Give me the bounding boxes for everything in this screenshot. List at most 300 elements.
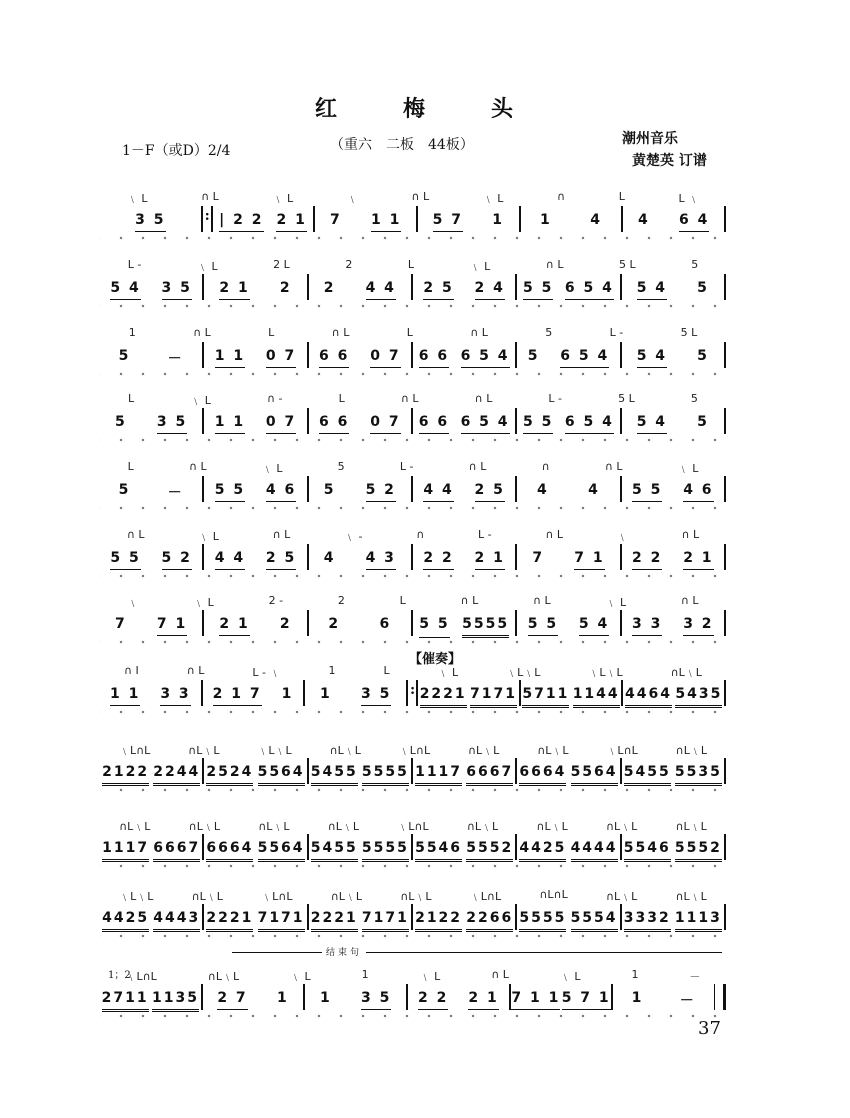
beat: 5 5 xyxy=(528,616,558,636)
beat: 1 xyxy=(319,686,332,702)
ornament-mark: ∩ L xyxy=(460,594,479,607)
ornament-mark: ∩ L xyxy=(411,190,430,203)
octave-dots xyxy=(100,236,726,240)
ornament-mark: ∩ L xyxy=(201,190,219,203)
octave-dots xyxy=(100,372,726,376)
ornament-mark: ﹨ L xyxy=(190,394,211,407)
barline xyxy=(724,758,726,784)
beat: 5 xyxy=(118,348,131,364)
beat: 0 7 xyxy=(266,348,296,368)
beat: 2 5 xyxy=(423,280,453,300)
measure xyxy=(309,414,411,434)
beat: 5455 xyxy=(311,764,358,786)
ornament-mark: ∩ L xyxy=(468,460,487,473)
beat: 3 5 xyxy=(361,686,391,706)
ornament-mark: ∩L﹨L xyxy=(605,890,638,903)
beat: 2 1 xyxy=(468,990,498,1010)
beat: 7 xyxy=(532,550,545,566)
beat: 5 xyxy=(115,414,127,430)
ornament-mark: ﹨ L xyxy=(482,192,504,205)
beat: 4443 xyxy=(153,910,200,932)
ornament-mark: ∩L﹨L xyxy=(675,820,707,833)
measure xyxy=(204,840,306,862)
ornament-mark: ﹨ L xyxy=(559,970,581,983)
ornament-mark: ﹨ xyxy=(616,530,628,543)
beat: 5455 xyxy=(624,764,671,786)
measure xyxy=(418,686,519,708)
beat: 7 1 1 xyxy=(511,990,560,1010)
ornament-mark: 5 L xyxy=(680,326,698,339)
ornament-mark: ∩L﹨L xyxy=(536,820,568,833)
beat: 3 3 xyxy=(160,686,190,706)
beat: 4 xyxy=(638,212,650,228)
measure xyxy=(517,764,619,786)
beat: 1117 xyxy=(415,764,462,786)
beat: 1 1 xyxy=(110,686,140,706)
beat: 2 1 xyxy=(219,616,249,636)
ornament-mark: － xyxy=(689,970,701,983)
ornament-mark: ∩L∩L xyxy=(539,888,568,901)
barline xyxy=(724,904,726,930)
ornament-row xyxy=(100,888,726,904)
measure xyxy=(100,482,202,505)
measure xyxy=(517,910,619,932)
ornament-mark: ∩L﹨L xyxy=(258,820,290,833)
beat: 3 5 xyxy=(157,414,187,434)
beat: 5552 xyxy=(466,840,513,862)
beat: 2 1 xyxy=(219,280,249,300)
measure xyxy=(100,414,202,434)
barline xyxy=(724,544,726,570)
beat: 0 7 xyxy=(266,414,296,434)
beat: 5 5 xyxy=(110,550,140,570)
measure xyxy=(517,414,619,434)
score-title: 红 梅 头 xyxy=(314,96,535,122)
ornament-row xyxy=(100,742,726,758)
ornament-mark: ∩L﹨L xyxy=(468,744,500,757)
ornament-mark: 2 - xyxy=(268,594,284,607)
ornament-row xyxy=(100,528,726,544)
beat: 5 xyxy=(527,348,540,364)
measure xyxy=(309,348,411,368)
measure xyxy=(204,764,306,786)
measure xyxy=(100,764,202,786)
measure xyxy=(204,414,306,434)
ornament-mark: L - xyxy=(477,528,492,541)
measure xyxy=(309,482,411,502)
measure xyxy=(100,910,202,932)
beat: 5554 xyxy=(571,910,618,932)
measure xyxy=(622,482,724,502)
measure xyxy=(413,840,515,862)
beat: 1135 xyxy=(152,990,199,1012)
barline xyxy=(724,834,726,860)
beat: 5 2 xyxy=(366,482,396,502)
ornament-mark: ∩L﹨L xyxy=(537,744,569,757)
measure xyxy=(413,764,515,786)
measure xyxy=(622,280,724,300)
beat: 5555 xyxy=(462,616,509,638)
ornament-mark: L xyxy=(407,258,415,271)
beat: 1 xyxy=(631,990,644,1006)
beat: 1 xyxy=(319,990,332,1006)
beat: 5 7 1 xyxy=(562,990,611,1010)
barline xyxy=(724,342,726,368)
staff-system xyxy=(100,190,726,236)
ornament-mark: ﹨ L xyxy=(198,530,219,543)
ornament-mark: ∩ L xyxy=(533,594,551,607)
ornament-mark: ∩L﹨L xyxy=(675,744,707,757)
octave-dots xyxy=(100,438,726,442)
ornament-mark: 2 xyxy=(345,258,353,271)
measure xyxy=(100,686,201,706)
octave-dots xyxy=(100,710,726,714)
beat: 2 1 xyxy=(276,212,306,232)
measure xyxy=(100,280,202,300)
beat: 5555 xyxy=(362,840,409,862)
ornament-mark: ﹨ L xyxy=(469,260,491,273)
measure xyxy=(517,550,619,570)
beat: 2 1 xyxy=(475,550,505,570)
ornament-mark: ﹨ xyxy=(346,192,358,205)
measure xyxy=(521,212,622,231)
beat: 6667 xyxy=(466,764,513,786)
measure xyxy=(517,348,619,368)
credits xyxy=(622,128,707,172)
measure xyxy=(309,550,411,570)
beat: 6664 xyxy=(519,764,566,786)
beat: 2221 xyxy=(206,910,253,932)
staff-system xyxy=(100,258,726,304)
measure xyxy=(623,212,724,232)
measure xyxy=(204,910,306,932)
beat: 2 2 xyxy=(423,550,453,570)
beat: 7 xyxy=(115,616,127,632)
beat: 2 xyxy=(279,280,292,296)
ornament-mark: L - xyxy=(399,460,414,473)
measure xyxy=(100,212,201,232)
ornament-mark: L - ﹨ xyxy=(252,666,281,679)
ornament-mark: L xyxy=(383,664,390,677)
beat: 5 5 xyxy=(523,414,553,434)
editor-label: 黄楚英 订谱 xyxy=(632,153,707,169)
measure xyxy=(413,550,515,570)
ornament-mark: 2 L xyxy=(273,258,290,271)
barline xyxy=(724,476,726,502)
ornament-mark: ∩ L xyxy=(193,326,211,339)
beat: 6 5 4 xyxy=(461,414,510,434)
beat: 5564 xyxy=(571,764,618,786)
ornament-mark: ﹨L﹨L xyxy=(588,666,623,679)
beat: 4 6 xyxy=(683,482,713,502)
beat: 1 xyxy=(281,686,294,702)
beat: 5 4 xyxy=(637,280,667,300)
beat: 6 5 4 xyxy=(565,280,614,300)
beat: 5 4 xyxy=(637,414,667,434)
beat: 5 5 xyxy=(215,482,245,502)
beat: 5 4 xyxy=(579,616,609,636)
ornament-mark: ﹨ L xyxy=(272,192,294,205)
measure xyxy=(622,910,724,932)
ornament-mark: ∩L﹨L xyxy=(188,820,220,833)
staff-system xyxy=(100,818,726,864)
measure xyxy=(517,482,619,501)
barline xyxy=(724,274,726,300)
ornament-mark: ﹨L∩L xyxy=(118,744,151,757)
beat: 1113 xyxy=(675,910,722,932)
repeat-start-barline xyxy=(201,206,213,232)
beat: 6 6 xyxy=(319,348,349,368)
ornament-mark: ∩L﹨L xyxy=(188,744,220,757)
source-label: 潮州音乐 xyxy=(622,131,678,147)
beat: 2 2 xyxy=(418,990,448,1010)
ornament-mark: ∩ L xyxy=(491,968,509,981)
beat: 6 6 xyxy=(419,348,449,368)
ornament-row xyxy=(100,460,726,476)
ornament-mark: ∩ L xyxy=(545,528,563,541)
measure xyxy=(413,348,515,368)
beat: 4 xyxy=(537,482,549,498)
measure xyxy=(511,990,612,1010)
beat: 6 6 xyxy=(319,414,349,434)
ornament-mark: ∩ L xyxy=(680,594,699,607)
beat: 0 7 xyxy=(370,414,400,434)
beat: 2 1 7 xyxy=(213,686,262,706)
measure xyxy=(204,550,306,570)
beat: 2 5 xyxy=(266,550,296,570)
beat: 5 4 xyxy=(110,280,140,300)
beat: 7 1 xyxy=(574,550,604,570)
beat: 2 4 xyxy=(475,280,505,300)
beat: 1 xyxy=(539,212,552,228)
ornament-mark: ∩L﹨L xyxy=(119,820,151,833)
beat: 5555 xyxy=(362,764,409,786)
barline xyxy=(724,206,726,232)
ornament-mark: 5 xyxy=(690,392,698,405)
beat: 4 4 xyxy=(215,550,245,570)
ornament-mark: L xyxy=(128,392,135,405)
staff-system xyxy=(100,968,726,1014)
measure xyxy=(622,616,724,636)
measure xyxy=(305,990,406,1010)
ornament-mark: ∩L﹨L xyxy=(191,890,223,903)
measure xyxy=(622,840,724,862)
measure xyxy=(204,348,306,368)
measure xyxy=(309,910,411,932)
ornament-row xyxy=(100,190,726,206)
banzi-label: （重六 二板 44板） xyxy=(330,137,474,153)
ornament-mark: ∩ L xyxy=(470,326,488,339)
ornament-mark: 5 L xyxy=(618,392,635,405)
octave-dots xyxy=(100,788,726,792)
staff-system xyxy=(100,594,726,640)
beat: 5 xyxy=(118,482,131,498)
beat: 1117 xyxy=(102,840,149,862)
beat: 5555 xyxy=(519,910,566,932)
ornament-mark: L xyxy=(268,326,275,339)
ornament-mark: ∩ L xyxy=(681,528,700,541)
beat: － xyxy=(679,993,696,1009)
beat: 3 5 xyxy=(135,212,165,232)
beat: － xyxy=(167,351,184,367)
ornament-mark: ﹨ L xyxy=(605,596,627,609)
measure xyxy=(309,840,411,862)
measure xyxy=(622,764,724,786)
measure xyxy=(203,686,304,706)
octave-dots xyxy=(100,934,726,938)
ornament-mark: ﹨L∩L xyxy=(606,744,638,757)
measure xyxy=(315,212,416,232)
staff-system xyxy=(100,392,726,438)
staff-system xyxy=(100,742,726,788)
ornament-mark: ∩ L xyxy=(186,664,205,677)
beat: 2221 xyxy=(420,686,467,708)
measure xyxy=(203,990,304,1010)
ornament-mark: ∩ L xyxy=(604,460,623,473)
ornament-mark: L xyxy=(338,392,345,405)
beat: 5 5 xyxy=(632,482,662,502)
ornament-mark: 5 xyxy=(691,258,699,271)
beat: 2221 xyxy=(311,910,358,932)
repeat-start-barline xyxy=(406,680,418,706)
ornament-mark: ∩L﹨L xyxy=(670,666,702,679)
ornament-mark: ﹨L﹨L xyxy=(257,744,292,757)
ornament-row xyxy=(100,968,726,984)
ornament-row xyxy=(100,258,726,274)
staff-system xyxy=(100,460,726,506)
beat: 3 3 xyxy=(632,616,662,636)
octave-dots xyxy=(100,304,726,308)
beat: 4 xyxy=(588,482,600,498)
beat: 5564 xyxy=(258,840,305,862)
beat: 5546 xyxy=(624,840,671,862)
beat: 7171 xyxy=(362,910,409,932)
measure xyxy=(613,990,714,1013)
beat: 2 xyxy=(279,616,292,632)
beat: 6 4 xyxy=(679,212,709,232)
ornament-mark: ∩L﹨L xyxy=(327,820,360,833)
ornament-mark: 1 xyxy=(328,664,336,677)
measure xyxy=(100,990,201,1012)
measure xyxy=(204,482,306,502)
beat: 4444 xyxy=(571,840,618,862)
measure xyxy=(309,764,411,786)
octave-dots xyxy=(100,640,726,644)
beat: 1144 xyxy=(573,686,620,708)
ornament-mark: ﹨ xyxy=(127,596,139,609)
ornament-mark: L - xyxy=(609,326,624,339)
ornament-mark: L xyxy=(399,594,406,607)
beat: 4464 xyxy=(625,686,672,708)
octave-dots xyxy=(100,574,726,578)
beat: 5 xyxy=(697,280,709,296)
ornament-mark: ∩L﹨L xyxy=(605,820,638,833)
ornament-mark: L xyxy=(618,190,625,203)
page-number: 37 xyxy=(698,1018,721,1039)
beat: 1 1 xyxy=(371,212,401,232)
ornament-mark: L xyxy=(406,326,413,339)
staff-system xyxy=(100,528,726,574)
ornament-mark: 5 xyxy=(337,460,345,473)
ornament-mark: L ﹨ xyxy=(678,192,700,205)
ornament-mark: ﹨L∩L xyxy=(261,890,293,903)
beat: 1 xyxy=(492,212,505,228)
ornament-row xyxy=(100,326,726,339)
ornament-mark: ﹨ L xyxy=(193,596,214,609)
volta-label: 1；2 xyxy=(108,970,131,981)
measure xyxy=(517,840,619,862)
beat: 5711 xyxy=(522,686,569,708)
beat: 4 3 xyxy=(366,550,396,570)
beat: 3 5 xyxy=(361,990,391,1010)
beat: 2 2 xyxy=(632,550,662,570)
beat: 6 5 4 xyxy=(565,414,614,434)
beat: 2 1 xyxy=(683,550,713,570)
beat: 3 5 xyxy=(162,280,192,300)
barline xyxy=(724,610,726,636)
beat: 2122 xyxy=(415,910,462,932)
octave-dots xyxy=(100,1014,726,1018)
measure xyxy=(309,280,411,300)
beat: 1 1 xyxy=(215,348,245,368)
ornament-mark: ∩ I xyxy=(123,664,139,677)
beat: 6667 xyxy=(153,840,200,862)
measure xyxy=(309,616,411,635)
measure xyxy=(204,280,306,300)
measure xyxy=(622,550,724,570)
ornament-mark: ﹨ - xyxy=(344,530,363,543)
ornament-mark: ﹨ L xyxy=(419,970,441,983)
measure xyxy=(413,414,515,434)
beat: 2 5 xyxy=(475,482,505,502)
ornament-mark: ∩ L xyxy=(474,392,493,405)
measure xyxy=(521,686,622,708)
beat: 5455 xyxy=(311,840,358,862)
ornament-mark: ﹨L∩L xyxy=(469,890,502,903)
ornament-mark: 2 xyxy=(337,594,345,607)
beat: 0 7 xyxy=(370,348,400,368)
ornament-mark: ﹨ L xyxy=(290,970,311,983)
measure xyxy=(204,616,306,636)
measure xyxy=(408,990,509,1010)
ornament-mark: ﹨ L xyxy=(437,666,459,679)
barline xyxy=(724,408,726,434)
ornament-mark: ∩ L xyxy=(400,392,419,405)
beat: 5564 xyxy=(258,764,305,786)
beat: 5 5 xyxy=(419,616,449,638)
ornament-mark: ∩L﹨L xyxy=(330,890,363,903)
ornament-mark: ﹨L∩L xyxy=(397,820,429,833)
ornament-mark: ∩ L xyxy=(331,326,350,339)
beat: 3 2 xyxy=(683,616,713,636)
beat: 2266 xyxy=(466,910,513,932)
beat: 4 4 xyxy=(423,482,453,502)
ornament-mark: L xyxy=(127,460,134,473)
beat: 4 6 xyxy=(266,482,296,502)
measure xyxy=(418,212,519,232)
ending-bracket xyxy=(232,948,722,967)
beat: 7171 xyxy=(258,910,305,932)
barline xyxy=(724,680,726,706)
beat: 2244 xyxy=(153,764,200,786)
beat: 4425 xyxy=(519,840,566,862)
beat: 6 5 4 xyxy=(461,348,510,368)
ornament-mark: L - xyxy=(548,392,563,405)
beat: 2711 xyxy=(102,990,149,1012)
measure xyxy=(413,910,515,932)
beat: 2 xyxy=(323,280,336,296)
beat: 4425 xyxy=(102,910,149,932)
